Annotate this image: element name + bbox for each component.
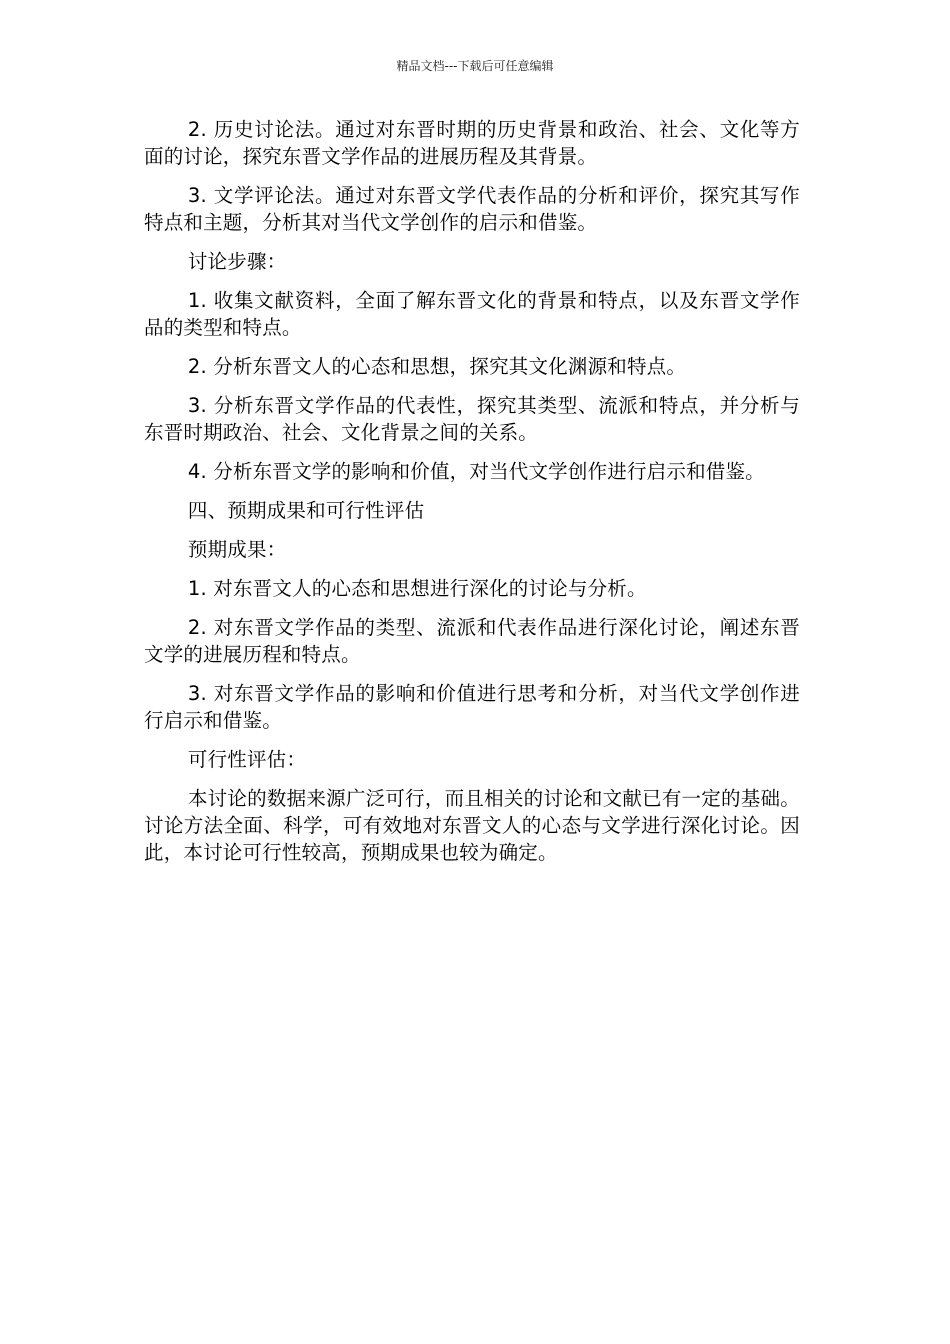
paragraph-step-4: 4. 分析东晋文学的影响和价值，对当代文学创作进行启示和借鉴。 [187,460,765,483]
paragraph-history-method: 2. 历史讨论法。通过对东晋时期的历史背景和政治、社会、文化等方面的讨论，探究东晋文学作品的进展历程及其背景。 [144,118,800,168]
header-note: 精品文档---下载后可任意编辑 [396,59,554,73]
paragraph-result-1: 1. 对东晋文人的心态和思想进行深化的讨论与分析。 [187,577,647,600]
paragraph-result-3: 3. 对东晋文学作品的影响和价值进行思考和分析，对当代文学创作进行启示和借鉴。 [144,682,800,732]
paragraph-literary-criticism-method: 3. 文学评论法。通过对东晋文学代表作品的分析和评价，探究其写作特点和主题，分析其对当代文学创作的启示和借鉴。 [144,184,800,234]
paragraph-step-1: 1. 收集文献资料，全面了解东晋文化的背景和特点，以及东晋文学作品的类型和特点。 [144,289,800,339]
paragraph-step-3: 3. 分析东晋文学作品的代表性，探究其类型、流派和特点，并分析与东晋时期政治、社会、文化背景之间的关系。 [144,394,800,444]
paragraph-feasibility: 本讨论的数据来源广泛可行，而且相关的讨论和文献已有一定的基础。讨论方法全面、科学，可有效地对东晋文人的心态与文学进行深化讨论。因此，本讨论可行性较高，预期成果也较为确定。 [144,787,800,864]
paragraph-result-2: 2. 对东晋文学作品的类型、流派和代表作品进行深化讨论，阐述东晋文学的进展历程和特点。 [144,616,800,666]
heading-feasibility: 可行性评估： [187,748,307,771]
paragraph-step-2: 2. 分析东晋文人的心态和思想，探究其文化渊源和特点。 [187,355,687,378]
heading-research-steps: 讨论步骤： [187,250,287,273]
document-body [144,116,800,878]
heading-expected-results: 预期成果： [187,538,287,561]
section-heading-expected-results: 四、预期成果和可行性评估 [187,499,425,522]
